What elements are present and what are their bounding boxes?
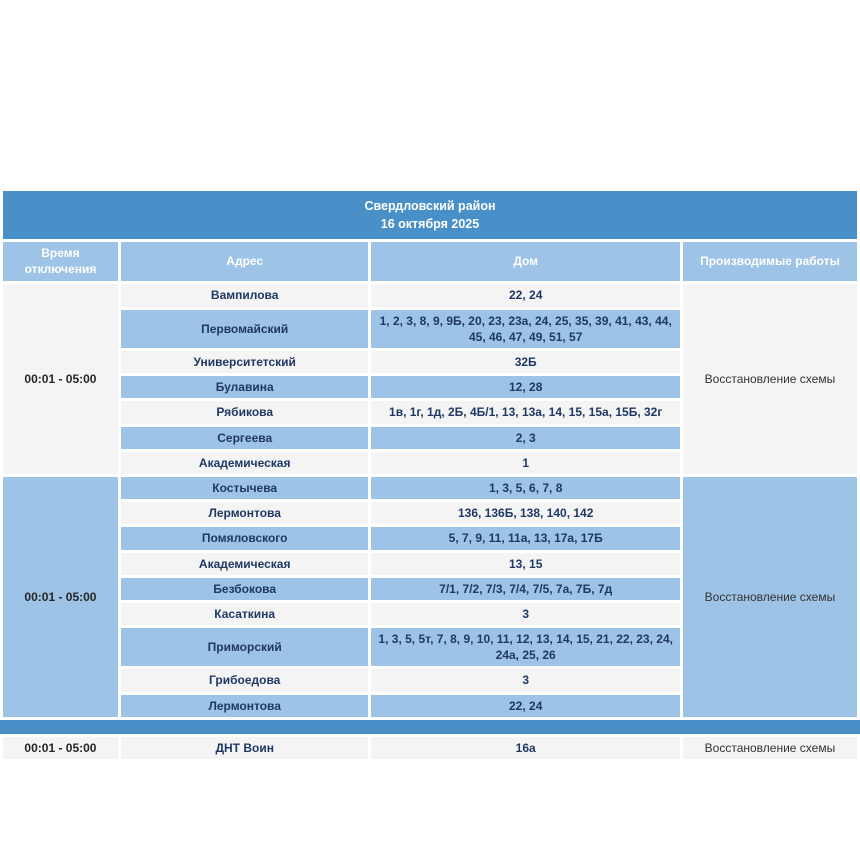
- outage-bottom-body: [3, 737, 857, 759]
- work-cell: Восстановление схемы: [683, 284, 857, 474]
- houses-cell: 7/1, 7/2, 7/3, 7/4, 7/5, 7а, 7Б, 7д: [371, 578, 679, 600]
- column-header-row: [3, 242, 857, 281]
- houses-cell: 22, 24: [371, 695, 679, 717]
- address-cell: Касаткина: [121, 603, 369, 625]
- houses-cell: 1, 3, 5, 5т, 7, 8, 9, 10, 11, 12, 13, 14, 15, 21, 22, 23, 24, 24а, 25, 26: [371, 628, 679, 666]
- houses-cell: 136, 136Б, 138, 140, 142: [371, 502, 679, 524]
- district-title: Свердловский район: [364, 199, 496, 213]
- address-cell: Рябикова: [121, 401, 369, 423]
- table-title-row: [3, 191, 857, 239]
- houses-cell: 1в, 1г, 1д, 2Б, 4Б/1, 13, 13а, 14, 15, 15а, 15Б, 32г: [371, 401, 679, 423]
- address-cell: Университетский: [121, 351, 369, 373]
- houses-cell: 1, 3, 5, 6, 7, 8: [371, 477, 679, 499]
- houses-cell: 5, 7, 9, 11, 11а, 13, 17а, 17Б: [371, 527, 679, 549]
- address-cell: Булавина: [121, 376, 369, 398]
- houses-cell: 12, 28: [371, 376, 679, 398]
- time-cell: 00:01 - 05:00: [3, 477, 118, 717]
- table-row: [3, 737, 857, 759]
- houses-cell: 3: [371, 603, 679, 625]
- address-cell: Сергеева: [121, 427, 369, 449]
- houses-cell: 22, 24: [371, 284, 679, 306]
- section-separator-bar: [0, 720, 860, 734]
- houses-cell: 13, 15: [371, 553, 679, 575]
- outage-table-bottom: [0, 734, 860, 762]
- date-subtitle: 16 октября 2025: [380, 217, 480, 232]
- address-cell: Грибоедова: [121, 669, 369, 691]
- address-cell: Помяловского: [121, 527, 369, 549]
- address-cell: Академическая: [121, 452, 369, 474]
- table-row: [3, 477, 857, 499]
- table-row: [3, 284, 857, 306]
- address-cell: Академическая: [121, 553, 369, 575]
- time-cell: 00:01 - 05:00: [3, 284, 118, 474]
- outage-table-area: [0, 188, 860, 762]
- houses-cell: 1: [371, 452, 679, 474]
- address-cell: Вампилова: [121, 284, 369, 306]
- outage-groups-body: [3, 284, 857, 716]
- work-cell: Восстановление схемы: [683, 477, 857, 717]
- address-cell: Лермонтова: [121, 695, 369, 717]
- houses-cell: 1, 2, 3, 8, 9, 9Б, 20, 23, 23а, 24, 25, 35, 39, 41, 43, 44, 45, 46, 47, 49, 51, 57: [371, 310, 679, 348]
- table-title: [3, 191, 857, 239]
- time-cell: 00:01 - 05:00: [3, 737, 118, 759]
- column-header-house: Дом: [371, 242, 679, 281]
- address-cell: Безбокова: [121, 578, 369, 600]
- address-cell: Костычева: [121, 477, 369, 499]
- houses-cell: 32Б: [371, 351, 679, 373]
- column-header-work: Производимые работы: [683, 242, 857, 281]
- houses-cell: 16а: [371, 737, 679, 759]
- work-cell: Восстановление схемы: [683, 737, 857, 759]
- column-header-address: Адрес: [121, 242, 369, 281]
- address-cell: Лермонтова: [121, 502, 369, 524]
- address-cell: Первомайский: [121, 310, 369, 348]
- houses-cell: 3: [371, 669, 679, 691]
- houses-cell: 2, 3: [371, 427, 679, 449]
- address-cell: Приморский: [121, 628, 369, 666]
- outage-table-main: [0, 188, 860, 720]
- address-cell: ДНТ Воин: [121, 737, 369, 759]
- column-header-time: Время отключения: [3, 242, 118, 281]
